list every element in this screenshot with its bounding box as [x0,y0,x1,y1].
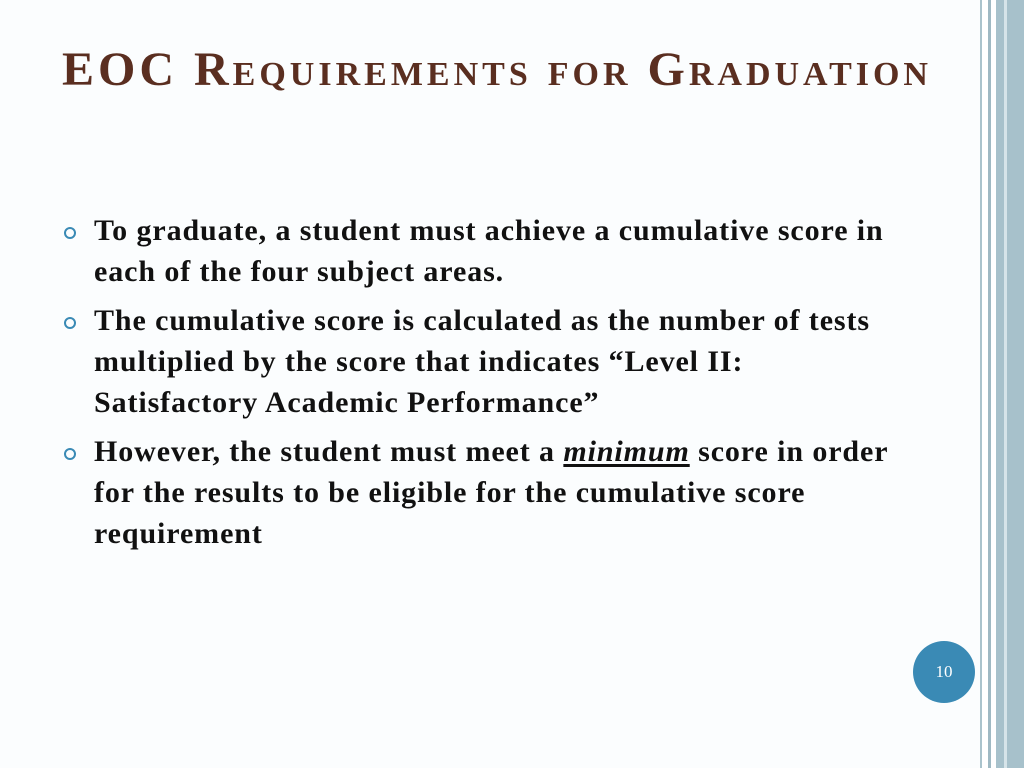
bullet-text: To graduate, a student must achieve a cumulative score in each of the four subject areas. [94,214,884,288]
bullet-circle-icon [64,448,76,460]
bullet-text-end: score in order for the results to be eligible for the cumulative score requirement [94,435,888,550]
bullet-item [62,300,892,423]
bullet-text: The cumulative score is calculated as the number of tests multiplied by the score that indicates “Level II: Satisfactory Academic Performance” [94,304,870,419]
bullet-list [62,210,892,562]
bullet-circle-icon [64,317,76,329]
slide-title: EOC Requirements for Graduation [62,43,932,96]
bullet-item [62,210,892,292]
bullet-item [62,431,892,554]
bullet-circle-icon [64,227,76,239]
page-number-badge: 10 [913,641,975,703]
bullet-text-start: However, the student must meet a [94,435,564,468]
decorative-side-stripes [980,0,1024,768]
emphasized-word: minimum [563,435,690,468]
